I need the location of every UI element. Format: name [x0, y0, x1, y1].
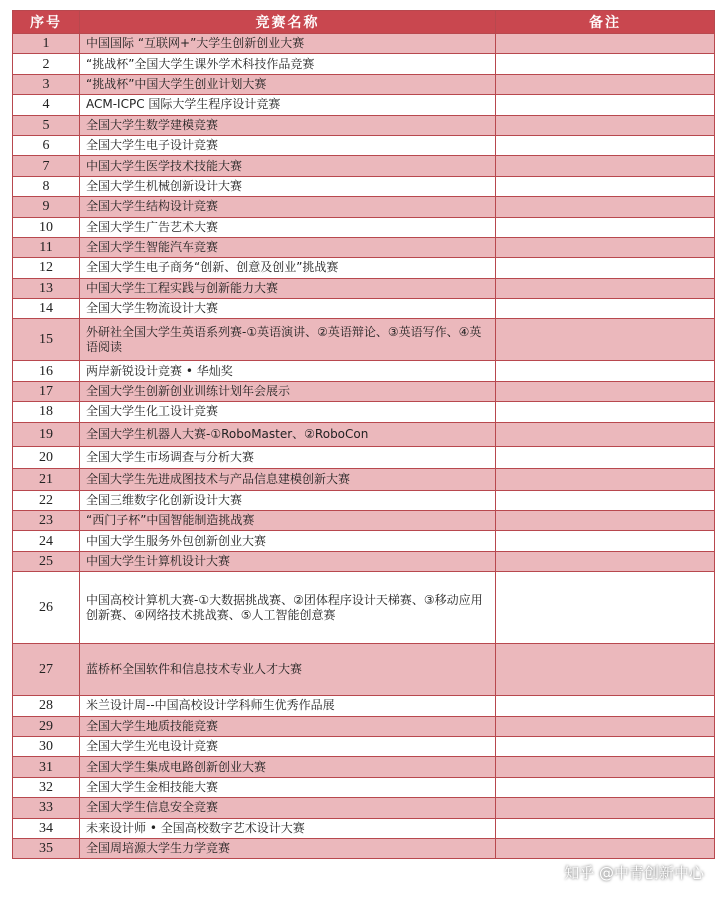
- competition-name-cell: 全国大学生集成电路创新创业大赛: [80, 757, 496, 777]
- remarks-cell: [496, 422, 715, 446]
- table-row: [13, 446, 715, 468]
- header-serial-number: 序号: [13, 11, 80, 34]
- remarks-cell: [496, 381, 715, 401]
- table-row: [13, 135, 715, 155]
- remarks-cell: [496, 237, 715, 257]
- remarks-cell: [496, 446, 715, 468]
- serial-number-cell: 35: [13, 838, 80, 858]
- table-row: [13, 176, 715, 196]
- competition-name-cell: 全国大学生电子商务“创新、创意及创业”挑战赛: [80, 258, 496, 278]
- table-row: [13, 258, 715, 278]
- serial-number-cell: 3: [13, 74, 80, 94]
- table-row: [13, 74, 715, 94]
- remarks-cell: [496, 531, 715, 551]
- table-row: [13, 278, 715, 298]
- remarks-cell: [496, 34, 715, 54]
- serial-number-cell: 17: [13, 381, 80, 401]
- table-row: [13, 777, 715, 797]
- competition-name-cell: 中国高校计算机大赛-①大数据挑战赛、②团体程序设计天梯赛、③移动应用创新赛、④网络技术挑战赛、⑤人工智能创意赛: [80, 572, 496, 644]
- competition-name-cell: 全国大学生化工设计竞赛: [80, 402, 496, 422]
- competition-name-cell: “挑战杯”全国大学生课外学术科技作品竞赛: [80, 54, 496, 74]
- table-row: [13, 422, 715, 446]
- serial-number-cell: 1: [13, 34, 80, 54]
- table-row: [13, 468, 715, 490]
- competition-name-cell: 全国大学生市场调查与分析大赛: [80, 446, 496, 468]
- header-competition-name: 竞赛名称: [80, 11, 496, 34]
- remarks-cell: [496, 736, 715, 756]
- competition-name-cell: 中国大学生计算机设计大赛: [80, 551, 496, 571]
- remarks-cell: [496, 95, 715, 115]
- table-body: [13, 34, 715, 859]
- table-row: [13, 696, 715, 716]
- remarks-cell: [496, 818, 715, 838]
- remarks-cell: [496, 319, 715, 361]
- table-row: [13, 34, 715, 54]
- remarks-cell: [496, 299, 715, 319]
- competition-name-cell: 全国大学生数学建模竞赛: [80, 115, 496, 135]
- remarks-cell: [496, 197, 715, 217]
- serial-number-cell: 18: [13, 402, 80, 422]
- table-row: [13, 319, 715, 361]
- serial-number-cell: 4: [13, 95, 80, 115]
- table-row: [13, 381, 715, 401]
- header-remarks: 备注: [496, 11, 715, 34]
- remarks-cell: [496, 838, 715, 858]
- serial-number-cell: 8: [13, 176, 80, 196]
- table-row: [13, 716, 715, 736]
- competition-name-cell: “西门子杯”中国智能制造挑战赛: [80, 511, 496, 531]
- remarks-cell: [496, 361, 715, 381]
- serial-number-cell: 15: [13, 319, 80, 361]
- competition-name-cell: 未来设计师 • 全国高校数字艺术设计大赛: [80, 818, 496, 838]
- remarks-cell: [496, 402, 715, 422]
- serial-number-cell: 33: [13, 798, 80, 818]
- competition-name-cell: 两岸新锐设计竞赛 • 华灿奖: [80, 361, 496, 381]
- competition-table-container: [12, 10, 714, 859]
- competition-name-cell: 全国大学生机械创新设计大赛: [80, 176, 496, 196]
- table-row: [13, 818, 715, 838]
- competition-name-cell: 全国大学生光电设计竞赛: [80, 736, 496, 756]
- table-row: [13, 644, 715, 696]
- competition-name-cell: 中国大学生医学技术技能大赛: [80, 156, 496, 176]
- table-row: [13, 217, 715, 237]
- remarks-cell: [496, 156, 715, 176]
- table-row: [13, 838, 715, 858]
- serial-number-cell: 31: [13, 757, 80, 777]
- remarks-cell: [496, 511, 715, 531]
- remarks-cell: [496, 74, 715, 94]
- remarks-cell: [496, 490, 715, 510]
- competition-name-cell: 全国大学生智能汽车竞赛: [80, 237, 496, 257]
- competition-name-cell: 中国大学生服务外包创新创业大赛: [80, 531, 496, 551]
- table-row: [13, 736, 715, 756]
- serial-number-cell: 19: [13, 422, 80, 446]
- table-row: [13, 237, 715, 257]
- serial-number-cell: 34: [13, 818, 80, 838]
- competition-name-cell: 全国三维数字化创新设计大赛: [80, 490, 496, 510]
- serial-number-cell: 23: [13, 511, 80, 531]
- table-row: [13, 95, 715, 115]
- serial-number-cell: 32: [13, 777, 80, 797]
- remarks-cell: [496, 217, 715, 237]
- remarks-cell: [496, 644, 715, 696]
- serial-number-cell: 9: [13, 197, 80, 217]
- table-row: [13, 572, 715, 644]
- remarks-cell: [496, 757, 715, 777]
- competition-name-cell: 全国大学生机器人大赛-①RoboMaster、②RoboCon: [80, 422, 496, 446]
- table-row: [13, 511, 715, 531]
- remarks-cell: [496, 572, 715, 644]
- table-row: [13, 156, 715, 176]
- table-row: [13, 490, 715, 510]
- competition-name-cell: ACM-ICPC 国际大学生程序设计竞赛: [80, 95, 496, 115]
- zhihu-watermark: 知乎 @中青创新中心: [564, 864, 704, 882]
- competition-name-cell: 全国周培源大学生力学竞赛: [80, 838, 496, 858]
- serial-number-cell: 16: [13, 361, 80, 381]
- remarks-cell: [496, 176, 715, 196]
- competition-table: [12, 10, 715, 859]
- serial-number-cell: 28: [13, 696, 80, 716]
- table-row: [13, 361, 715, 381]
- remarks-cell: [496, 54, 715, 74]
- serial-number-cell: 14: [13, 299, 80, 319]
- competition-name-cell: 全国大学生物流设计大赛: [80, 299, 496, 319]
- table-row: [13, 798, 715, 818]
- remarks-cell: [496, 135, 715, 155]
- serial-number-cell: 7: [13, 156, 80, 176]
- serial-number-cell: 13: [13, 278, 80, 298]
- competition-name-cell: 全国大学生广告艺术大赛: [80, 217, 496, 237]
- serial-number-cell: 24: [13, 531, 80, 551]
- serial-number-cell: 22: [13, 490, 80, 510]
- remarks-cell: [496, 777, 715, 797]
- competition-name-cell: “挑战杯”中国大学生创业计划大赛: [80, 74, 496, 94]
- competition-name-cell: 中国国际 “互联网+”大学生创新创业大赛: [80, 34, 496, 54]
- remarks-cell: [496, 258, 715, 278]
- competition-name-cell: 全国大学生创新创业训练计划年会展示: [80, 381, 496, 401]
- serial-number-cell: 27: [13, 644, 80, 696]
- competition-name-cell: 蓝桥杯全国软件和信息技术专业人才大赛: [80, 644, 496, 696]
- remarks-cell: [496, 468, 715, 490]
- serial-number-cell: 10: [13, 217, 80, 237]
- serial-number-cell: 21: [13, 468, 80, 490]
- competition-name-cell: 外研社全国大学生英语系列赛-①英语演讲、②英语辩论、③英语写作、④英语阅读: [80, 319, 496, 361]
- competition-name-cell: 中国大学生工程实践与创新能力大赛: [80, 278, 496, 298]
- serial-number-cell: 2: [13, 54, 80, 74]
- serial-number-cell: 11: [13, 237, 80, 257]
- table-row: [13, 54, 715, 74]
- remarks-cell: [496, 798, 715, 818]
- table-row: [13, 531, 715, 551]
- table-header-row: [13, 11, 715, 34]
- serial-number-cell: 12: [13, 258, 80, 278]
- remarks-cell: [496, 551, 715, 571]
- competition-name-cell: 全国大学生信息安全竞赛: [80, 798, 496, 818]
- serial-number-cell: 25: [13, 551, 80, 571]
- remarks-cell: [496, 696, 715, 716]
- competition-name-cell: 全国大学生地质技能竞赛: [80, 716, 496, 736]
- remarks-cell: [496, 716, 715, 736]
- table-row: [13, 402, 715, 422]
- competition-name-cell: 全国大学生结构设计竞赛: [80, 197, 496, 217]
- table-row: [13, 115, 715, 135]
- serial-number-cell: 5: [13, 115, 80, 135]
- competition-name-cell: 全国大学生电子设计竞赛: [80, 135, 496, 155]
- table-row: [13, 197, 715, 217]
- serial-number-cell: 20: [13, 446, 80, 468]
- serial-number-cell: 30: [13, 736, 80, 756]
- table-row: [13, 299, 715, 319]
- serial-number-cell: 26: [13, 572, 80, 644]
- remarks-cell: [496, 115, 715, 135]
- table-row: [13, 551, 715, 571]
- serial-number-cell: 29: [13, 716, 80, 736]
- table-row: [13, 757, 715, 777]
- serial-number-cell: 6: [13, 135, 80, 155]
- competition-name-cell: 全国大学生先进成图技术与产品信息建模创新大赛: [80, 468, 496, 490]
- competition-name-cell: 米兰设计周--中国高校设计学科师生优秀作品展: [80, 696, 496, 716]
- remarks-cell: [496, 278, 715, 298]
- competition-name-cell: 全国大学生金相技能大赛: [80, 777, 496, 797]
